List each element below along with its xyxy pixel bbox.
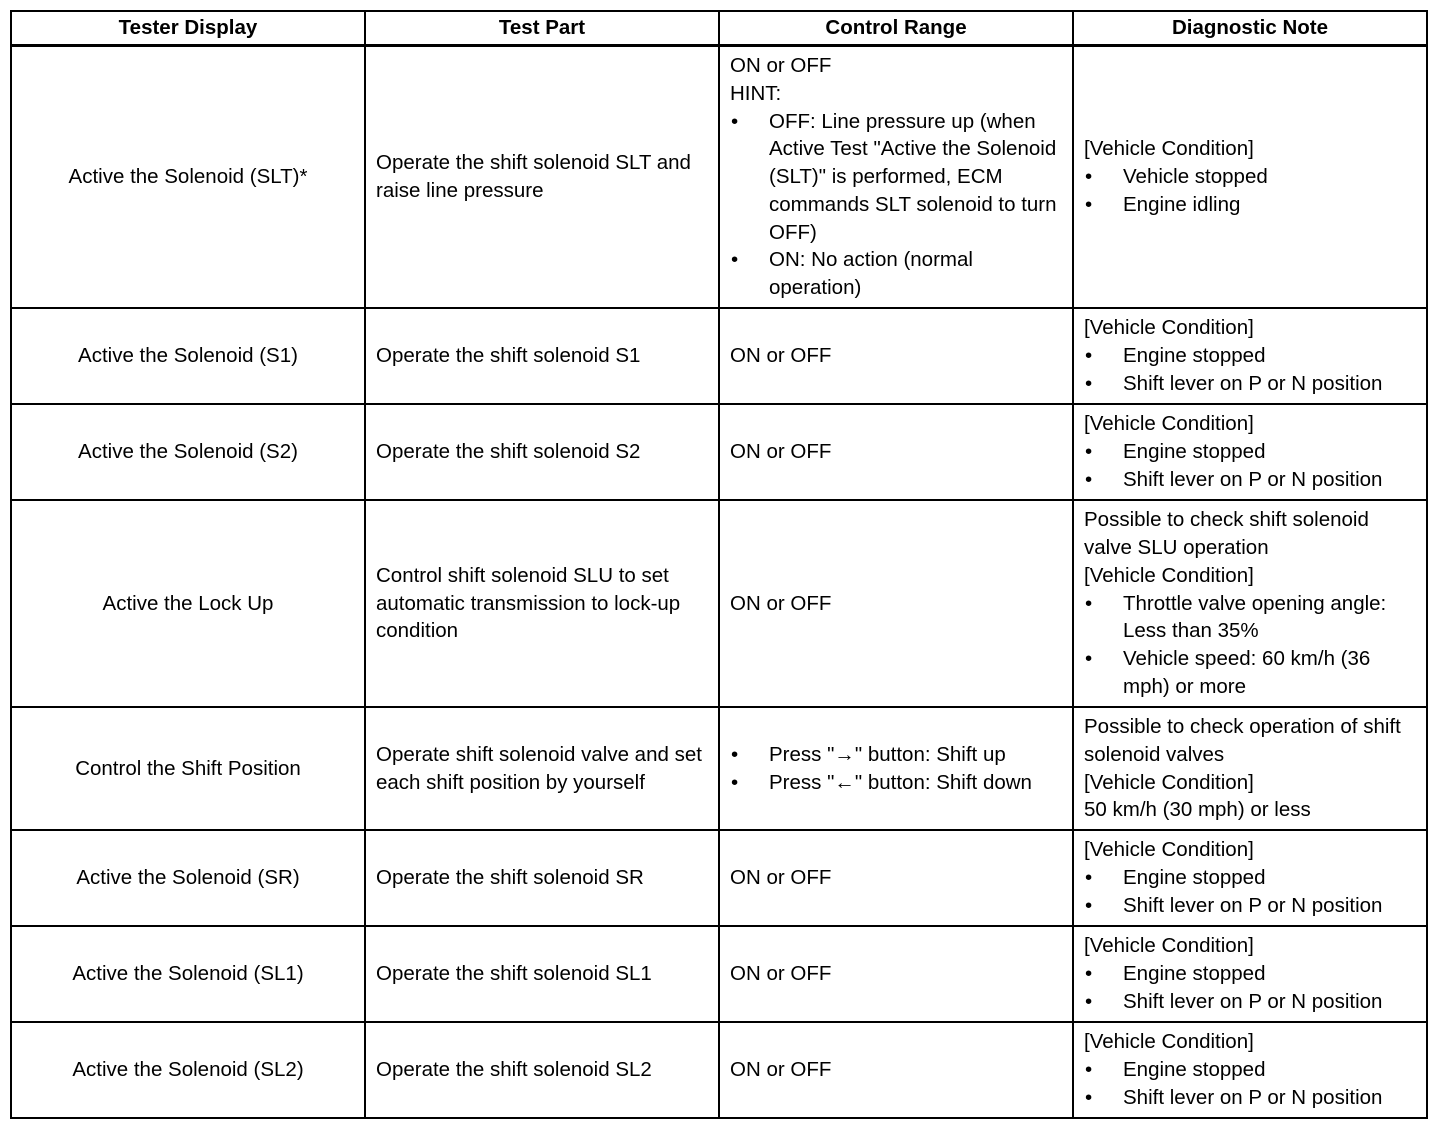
range-line: ON or OFF (730, 53, 832, 77)
list-item: • Vehicle speed: 60 km/h (36 mph) or more (1084, 645, 1416, 701)
header-test-part: Test Part (365, 11, 719, 46)
test-part-cell: Operate shift solenoid valve and set each shift position by yourself (365, 707, 719, 830)
table-row (11, 830, 1427, 926)
list-item: • Engine idling (1084, 191, 1416, 219)
note-line: 50 km/h (30 mph) or less (1084, 798, 1311, 822)
note-line: [Vehicle Condition] (1084, 137, 1254, 161)
note-line: Possible to check operation of shift solenoid valves (1084, 714, 1401, 766)
diagnostic-note-cell (1073, 46, 1427, 309)
note-line: [Vehicle Condition] (1084, 412, 1254, 436)
note-line: [Vehicle Condition] (1084, 1030, 1254, 1054)
test-part-cell: Control shift solenoid SLU to set automatic transmission to lock-up condition (365, 500, 719, 707)
tester-display-cell: Active the Solenoid (S2) (11, 404, 365, 500)
active-test-table (10, 10, 1428, 1119)
table-row (11, 308, 1427, 404)
diagnostic-note-cell (1073, 830, 1427, 926)
list-item: • Shift lever on P or N position (1084, 988, 1416, 1016)
note-bullet-list (1084, 864, 1416, 920)
table-row (11, 46, 1427, 309)
note-bullet-list (1084, 438, 1416, 494)
range-bullet-list (730, 108, 1062, 303)
test-part-cell: Operate the shift solenoid S2 (365, 404, 719, 500)
note-line: [Vehicle Condition] (1084, 770, 1254, 794)
header-tester-display: Tester Display (11, 11, 365, 46)
test-part-cell: Operate the shift solenoid SR (365, 830, 719, 926)
list-item: • Shift lever on P or N position (1084, 466, 1416, 494)
tester-display-cell: Active the Lock Up (11, 500, 365, 707)
table-row (11, 500, 1427, 707)
note-line: [Vehicle Condition] (1084, 316, 1254, 340)
list-item: • Shift lever on P or N position (1084, 892, 1416, 920)
note-bullet-list (1084, 590, 1416, 701)
control-range-cell: ON or OFF (719, 308, 1073, 404)
list-item: • Shift lever on P or N position (1084, 1084, 1416, 1112)
note-bullet-list (1084, 342, 1416, 398)
tester-display-cell: Active the Solenoid (SL1) (11, 926, 365, 1022)
list-item: • Engine stopped (1084, 864, 1416, 892)
diagnostic-note-cell (1073, 1022, 1427, 1118)
tester-display-cell: Control the Shift Position (11, 707, 365, 830)
control-range-cell (719, 707, 1073, 830)
note-line: [Vehicle Condition] (1084, 563, 1254, 587)
header-diagnostic-note: Diagnostic Note (1073, 11, 1427, 46)
tester-display-cell: Active the Solenoid (S1) (11, 308, 365, 404)
diagnostic-note-cell (1073, 500, 1427, 707)
table-row (11, 1022, 1427, 1118)
header-row (11, 11, 1427, 46)
list-item: • Engine stopped (1084, 960, 1416, 988)
list-item: • Engine stopped (1084, 342, 1416, 370)
list-item: • Engine stopped (1084, 1056, 1416, 1084)
control-range-cell (719, 46, 1073, 309)
diagnostic-note-cell (1073, 926, 1427, 1022)
tester-display-cell: Active the Solenoid (SL2) (11, 1022, 365, 1118)
control-range-cell: ON or OFF (719, 500, 1073, 707)
list-item: • OFF: Line pressure up (when Active Test "Active the Solenoid (SLT)" is performed, ECM commands SLT solenoid to turn OFF) (730, 108, 1062, 247)
range-line: HINT: (730, 81, 782, 105)
control-range-cell: ON or OFF (719, 1022, 1073, 1118)
list-item: • Throttle valve opening angle: Less than 35% (1084, 590, 1416, 646)
control-range-cell: ON or OFF (719, 404, 1073, 500)
note-bullet-list (1084, 163, 1416, 219)
list-item: • ON: No action (normal operation) (730, 246, 1062, 302)
list-item: • Vehicle stopped (1084, 163, 1416, 191)
list-item: • Press "←" button: Shift down (730, 769, 1062, 797)
table-row (11, 926, 1427, 1022)
tester-display-cell: Active the Solenoid (SLT)* (11, 46, 365, 309)
note-line: Possible to check shift solenoid valve SLU operation (1084, 508, 1369, 559)
control-range-cell: ON or OFF (719, 926, 1073, 1022)
test-part-cell: Operate the shift solenoid SL1 (365, 926, 719, 1022)
range-bullet-list (730, 741, 1062, 797)
table-row (11, 707, 1427, 830)
test-part-cell: Operate the shift solenoid SL2 (365, 1022, 719, 1118)
diagnostic-note-cell (1073, 308, 1427, 404)
list-item: • Engine stopped (1084, 438, 1416, 466)
note-bullet-list (1084, 960, 1416, 1016)
header-control-range: Control Range (719, 11, 1073, 46)
test-part-cell: Operate the shift solenoid S1 (365, 308, 719, 404)
diagnostic-note-cell (1073, 404, 1427, 500)
list-item: • Press "→" button: Shift up (730, 741, 1062, 769)
control-range-cell: ON or OFF (719, 830, 1073, 926)
tester-display-cell: Active the Solenoid (SR) (11, 830, 365, 926)
note-line: [Vehicle Condition] (1084, 838, 1254, 862)
list-item: • Shift lever on P or N position (1084, 370, 1416, 398)
note-bullet-list (1084, 1056, 1416, 1112)
diagnostic-note-cell (1073, 707, 1427, 830)
test-part-cell: Operate the shift solenoid SLT and raise line pressure (365, 46, 719, 309)
table-row (11, 404, 1427, 500)
note-line: [Vehicle Condition] (1084, 934, 1254, 958)
